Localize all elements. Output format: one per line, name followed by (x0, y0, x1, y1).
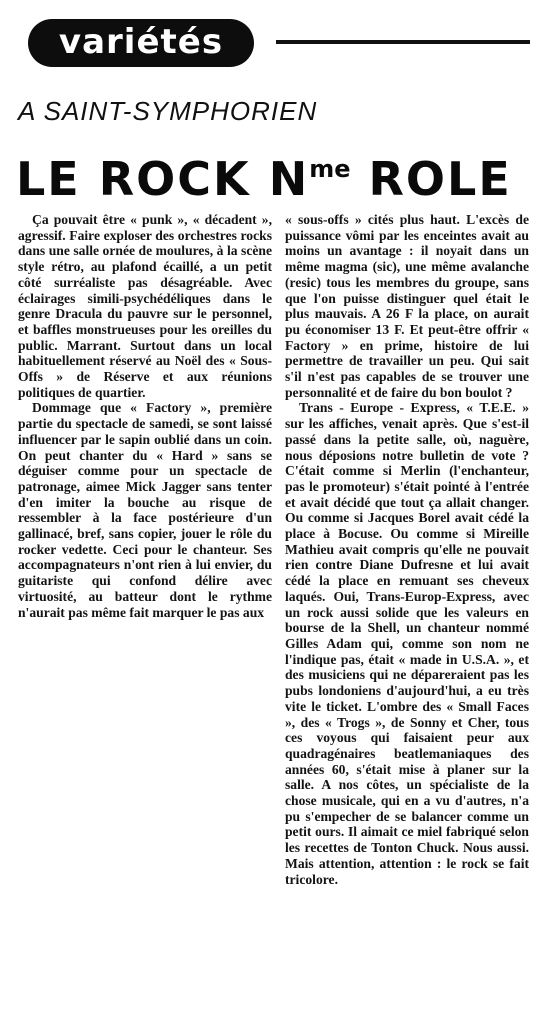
headline-main: LE ROCK N (16, 152, 310, 206)
headline-superscript: me (309, 155, 351, 183)
headline-end: ROLE (350, 152, 512, 206)
article-kicker: A SAINT-SYMPHORIEN (18, 96, 318, 126)
article-column-2 (285, 212, 529, 887)
section-badge: variétés (28, 19, 254, 67)
paragraph: Ça pouvait être « punk », « décadent », agressif. Faire exploser des orchestres rocks dans une salle ornée de moulures, à la scène style rétro, au plafond écaillé, a un petit côté surréaliste pas désagréable. Avec éclairages simili-psychédéliques dans le genre Dracula du pauvre sur le personnel, et baffles monstrueuses pour les oreilles du public. Marrant. Surtout dans un local habituellement réservé au Noël des « Sous-Offs » de Réserve et aux réunions politiques de quartier. (18, 212, 272, 400)
paragraph: Trans - Europe - Express, « T.E.E. » sur les affiches, venait après. Que s'est-il passé dans la petite salle, où, naguère, nous déposions notre bulletin de vote ? C'était comme si Merlin (l'enchanteur, pas le promoteur) s'était pointé à l'entrée et avait décidé que tout ça allait changer. Ou comme si Jacques Borel avait cédé la place à Bocuse. Ou comme si Mireille Mathieu avait compris qu'elle ne pouvait rien contre Diane Dufresne et lui avait cédé la place en remuant ses cheveux laqués. Oui, Trans-Europ-Express, avec un rock aussi solide que les valeurs en bourse de la Shell, un chanteur nommé Gilles Adam qui, comme son nom ne l'indique pas, était « made in U.S.A. », et des musiciens qui ne dépareraient pas les pubs londoniens d'aujourd'hui, a eu très vite le ticket. L'ombre des « Small Faces », des « Trogs », de Sonny et Cher, tous ces voyous qui faisaient peur aux quadragénaires beatlemaniaques des années 60, s'était mise à planer sur la salle. A nos côtes, un spécialiste de la chose musicale, qui en a vu d'autres, n'a pu s'empecher de se balancer comme un petit ours. Il aimait ce miel fabriqué selon les recettes de Tonton Chuck. Nous aussi. Mais attention, attention : le rock se fait tricolore. (285, 400, 529, 887)
paragraph: « sous-offs » cités plus haut. L'excès de puissance vômi par les enceintes avait au moins un avantage : il noyait dans un même magma (sic), une même avalanche (resic) tous les membres du groupe, sans que l'on puisse distinguer quel était le plus mauvais. A 26 F la place, on aurait pu économiser 13 F. Et peut-être offrir « Factory » en prime, histoire de lui permettre de travailler un peu. Qui sait s'il n'est pas capables de se trouver une personnalité et de faire du bon boulot ? (285, 212, 529, 400)
section-header (0, 0, 542, 80)
article-column-1 (18, 212, 272, 620)
paragraph: Dommage que « Factory », première partie du spectacle de samedi, se sont laissé influencer par le sapin oublié dans un coin. On peut chanter du « Hard » sans se déguiser comme pour un spectacle de patronage, aimee Mick Jagger sans tenter d'en imiter la bouche au risque de ressembler à la face postérieure d'un gallinacé, bref, sans copier, jouer le rôle du rocker vedette. Ceci pour le chanteur. Ses accompagnateurs n'ont rien à lui envier, du guitariste qui confond délire avec virtuosité, au batteur dont le rythme n'aurait pas même fait marquer le pas aux (18, 400, 272, 620)
header-rule (276, 40, 530, 44)
article-headline (16, 140, 536, 206)
